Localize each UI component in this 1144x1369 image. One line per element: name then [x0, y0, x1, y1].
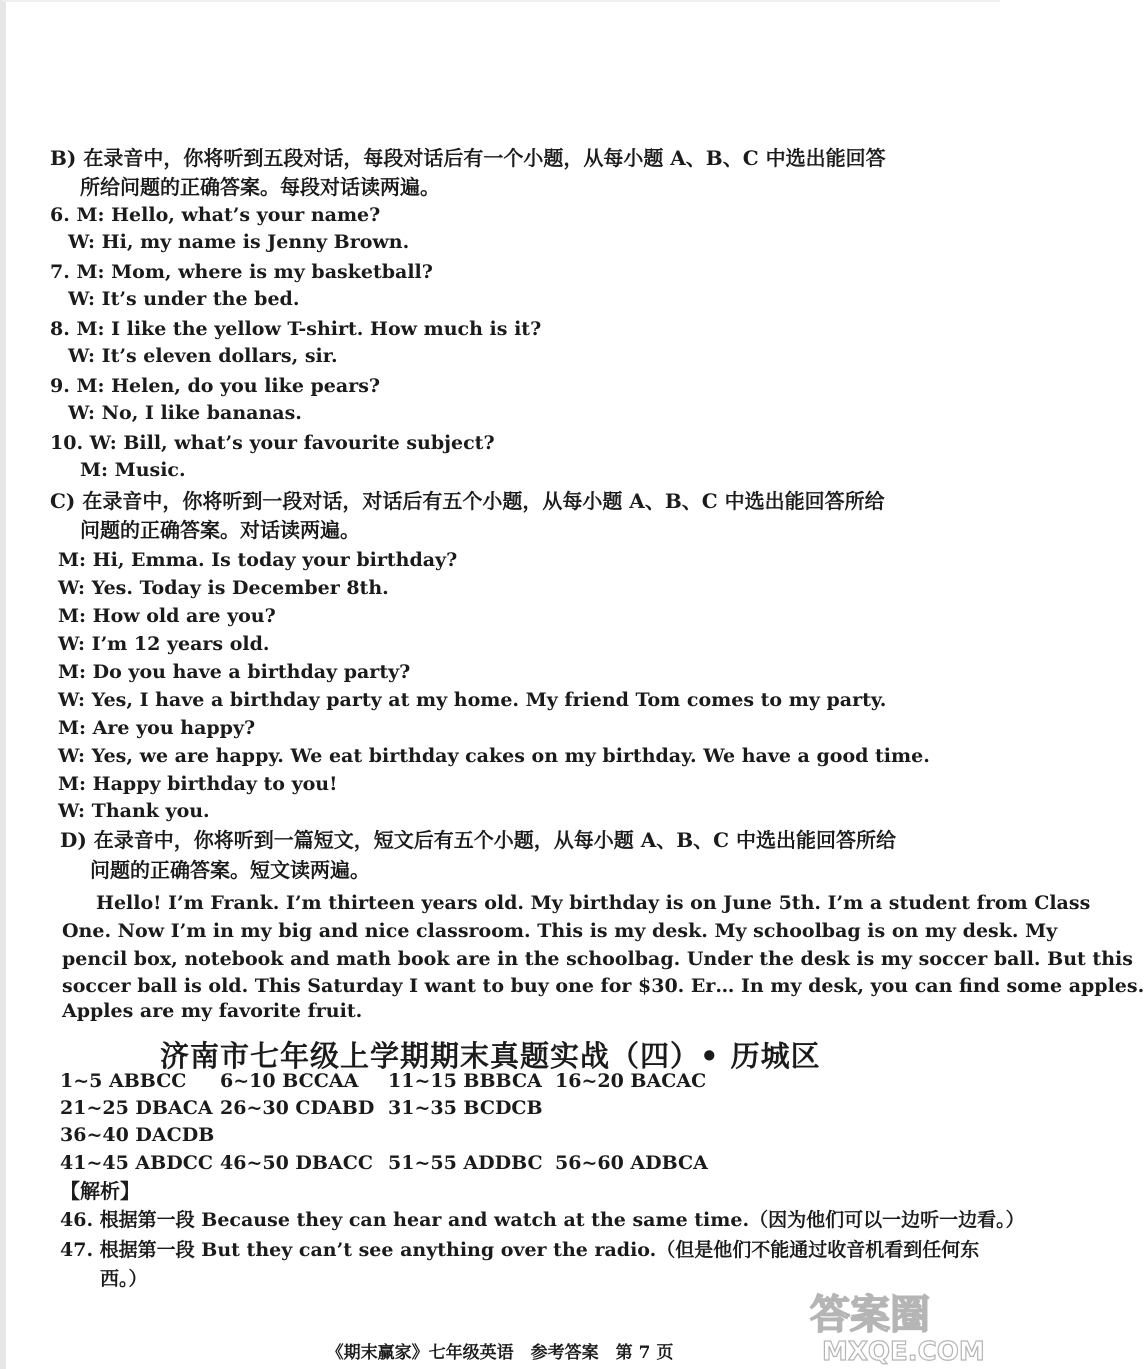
dialogue-line: M: Happy birthday to you!	[58, 773, 338, 795]
dialogue-line: W: Yes, I have a birthday party at my home. My friend Tom comes to my party.	[58, 689, 887, 711]
answer-group: 16~20 BACAC	[555, 1070, 707, 1092]
watermark-text-top: 答案圈	[810, 1292, 930, 1338]
dialogue-line: W: Hi, my name is Jenny Brown.	[68, 231, 410, 253]
section-b-intro-line1: B) 在录音中，你将听到五段对话，每段对话后有一个小题，从每小题 A、B、C 中选出能回答	[50, 146, 886, 170]
dialogue-line: 6. M: Hello, what’s your name?	[50, 204, 381, 226]
dialogue-line: 8. M: I like the yellow T-shirt. How much is it?	[50, 318, 542, 340]
passage-line: One. Now I’m in my big and nice classroom. This is my desk. My schoolbag is on my desk. My	[62, 920, 1058, 942]
answer-group: 31~35 BCDCB	[388, 1097, 543, 1119]
section-d-intro-line2: 问题的正确答案。短文读两遍。	[90, 858, 370, 882]
watermark-text-bottom: MXQE.COM	[822, 1337, 985, 1367]
watermark-logo	[800, 1280, 985, 1367]
dialogue-line: 9. M: Helen, do you like pears?	[50, 375, 381, 397]
answer-group: 6~10 BCCAA	[220, 1070, 359, 1092]
dialogue-line: W: It’s under the bed.	[68, 288, 300, 310]
answer-group: 26~30 CDABD	[220, 1097, 375, 1119]
answer-section-title: 济南市七年级上学期期末真题实战（四）• 历城区	[160, 1039, 821, 1073]
dialogue-line: W: No, I like bananas.	[68, 402, 302, 424]
answer-group: 1~5 ABBCC	[60, 1070, 187, 1092]
section-d-intro-line1: D) 在录音中，你将听到一篇短文，短文后有五个小题，从每小题 A、B、C 中选出能回答所给	[60, 828, 897, 852]
dialogue-line: 10. W: Bill, what’s your favourite subject?	[50, 432, 495, 454]
dialogue-line: W: Yes, we are happy. We eat birthday cakes on my birthday. We have a good time.	[58, 745, 930, 767]
section-c-intro-line2: 问题的正确答案。对话读两遍。	[80, 518, 360, 542]
answer-group: 41~45 ABDCC	[60, 1152, 213, 1174]
answer-group: 46~50 DBACC	[220, 1152, 373, 1174]
dialogue-line: W: Yes. Today is December 8th.	[58, 577, 389, 599]
dialogue-line: M: Do you have a birthday party?	[58, 661, 411, 683]
dialogue-line: M: Hi, Emma. Is today your birthday?	[58, 549, 458, 571]
dialogue-line: W: Thank you.	[58, 800, 210, 822]
passage-line: Hello! I’m Frank. I’m thirteen years old. My birthday is on June 5th. I’m a student from Class	[96, 892, 1091, 914]
dialogue-line: 7. M: Mom, where is my basketball?	[50, 261, 433, 283]
analysis-note: 西。）	[100, 1268, 148, 1290]
passage-line: Apples are my favorite fruit.	[62, 1000, 363, 1022]
analysis-note: 46. 根据第一段 Because they can hear and watch at the same time.（因为他们可以一边听一边看。）	[60, 1209, 1025, 1231]
answer-group: 56~60 ADBCA	[555, 1152, 708, 1174]
analysis-note: 47. 根据第一段 But they can’t see anything over the radio.（但是他们不能通过收音机看到任何东	[60, 1239, 980, 1261]
dialogue-line: M: Music.	[80, 459, 186, 481]
answer-group: 21~25 DBACA	[60, 1097, 213, 1119]
answer-group: 51~55 ADDBC	[388, 1152, 543, 1174]
passage-line: pencil box, notebook and math book are in the schoolbag. Under the desk is my soccer ball. But this	[62, 948, 1133, 970]
passage-line: soccer ball is old. This Saturday I want to buy one for $30. Er… In my desk, you can find some apples.	[62, 975, 1144, 997]
section-c-intro-line1: C) 在录音中，你将听到一段对话，对话后有五个小题，从每小题 A、B、C 中选出能回答所给	[50, 489, 885, 513]
analysis-label: 【解析】	[60, 1179, 140, 1203]
dialogue-line: W: I’m 12 years old.	[58, 633, 270, 655]
section-b-intro-line2: 所给问题的正确答案。每段对话读两遍。	[80, 175, 440, 199]
dialogue-line: M: Are you happy?	[58, 717, 256, 739]
answer-group: 11~15 BBBCA	[388, 1070, 542, 1092]
dialogue-line: M: How old are you?	[58, 605, 276, 627]
page-footer: 《期末赢家》七年级英语 参考答案 第 7 页	[326, 1343, 674, 1363]
answer-group: 36~40 DACDB	[60, 1124, 215, 1146]
dialogue-line: W: It’s eleven dollars, sir.	[68, 345, 338, 367]
